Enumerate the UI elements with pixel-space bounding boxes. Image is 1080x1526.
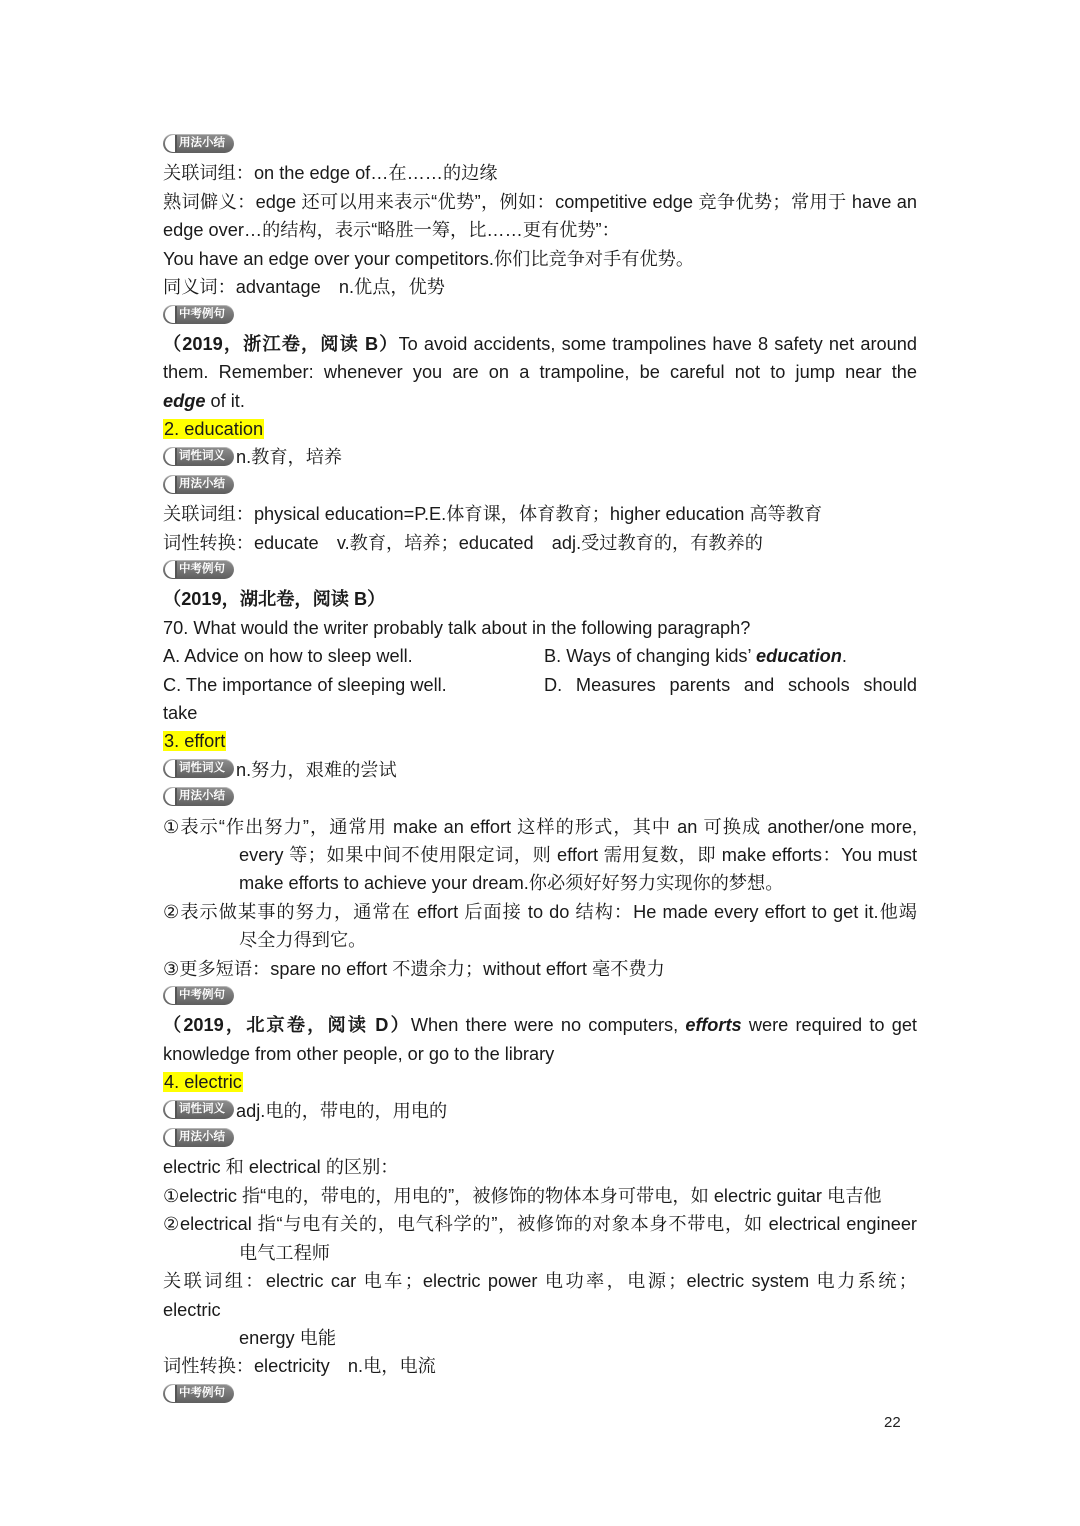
- option-a: A. Advice on how to sleep well.: [163, 646, 413, 667]
- page-content: [163, 131, 917, 1409]
- option-b: B. Ways of changing kids’ education.: [544, 646, 847, 667]
- usage-summary-row: [163, 1125, 917, 1153]
- keyword-emphasis: edge: [163, 390, 206, 411]
- text-line: ③更多短语：spare no effort 不遗余力；without effort 毫不费力: [163, 958, 665, 979]
- usage-summary-row: [163, 784, 917, 812]
- question-line: 70. What would the writer probably talk about in the following paragraph?: [163, 617, 751, 638]
- text-line: 关联词组：physical education=P.E.体育课，体育教育；higher education 高等教育: [163, 504, 823, 525]
- text-line: ②electrical 指“与电有关的，电气科学的”，被修饰的对象本身不带电，如 electrical engineer: [163, 1214, 917, 1235]
- text-line: 词性转换：educate v.教育，培养；educated adj.受过教育的，有教养的: [163, 532, 763, 553]
- exam-example-row: [163, 983, 917, 1011]
- page-number: 22: [884, 1414, 901, 1431]
- pos-meaning-row: [163, 443, 917, 471]
- example-source: （2019，北京卷，阅读 D）: [163, 1015, 411, 1036]
- example-text: To avoid accidents, some trampolines have 8 safety net around: [398, 333, 917, 354]
- exam-example-badge: 中考例句: [163, 1384, 234, 1403]
- example-source: （2019，浙江卷，阅读 B）: [163, 333, 399, 354]
- word-heading-row: [163, 727, 917, 755]
- text-line: ①表示“作出努力”，通常用 make an effort 这样的形式，其中 an 可换成 another/one more,: [163, 816, 917, 837]
- options-row: [163, 671, 917, 699]
- text-line: 关联词组：electric car 电车；electric power 电功率，电源；electric system 电力系统；electric: [163, 1271, 917, 1320]
- exam-example-row: [163, 301, 917, 329]
- text-line: 电气工程师: [239, 1242, 330, 1263]
- usage-summary-badge: 用法小结: [163, 1128, 234, 1147]
- pos-meaning-badge: 词性词义: [163, 759, 234, 778]
- text-line: 尽全力得到它。: [239, 930, 367, 951]
- pos-meaning-text: n.努力，艰难的尝试: [236, 759, 397, 780]
- usage-summary-badge: 用法小结: [163, 475, 234, 494]
- example-text: of it.: [205, 390, 245, 411]
- pos-meaning-badge: 词性词义: [163, 447, 234, 466]
- exam-example-badge: 中考例句: [163, 560, 234, 579]
- example-line: （2019，北京卷，阅读 D）When there were no computers, efforts were required to get: [163, 1015, 917, 1036]
- text-line: edge over…的结构，表示“略胜一筹，比……更有优势”：: [163, 220, 620, 241]
- pos-meaning-row: [163, 756, 917, 784]
- word-heading-row: [163, 415, 917, 443]
- option-c: C. The importance of sleeping well.: [163, 674, 447, 695]
- exam-example-badge: 中考例句: [163, 986, 234, 1005]
- keyword-emphasis: efforts: [685, 1015, 742, 1036]
- pos-meaning-badge: 词性词义: [163, 1100, 234, 1119]
- exam-example-row: [163, 557, 917, 585]
- usage-summary-row: [163, 131, 917, 159]
- text-line: make efforts to achieve your dream.你必须好好努力实现你的梦想。: [239, 873, 784, 894]
- pos-meaning-text: adj.电的，带电的，用电的: [236, 1100, 448, 1121]
- text-line: ②表示做某事的努力，通常在 effort 后面接 to do 结构：He made every effort to get it.他竭: [163, 901, 917, 922]
- word-heading: 3. effort: [164, 731, 226, 752]
- text-line: electric 和 electrical 的区别：: [163, 1157, 399, 1178]
- example-line: [163, 387, 917, 415]
- pos-meaning-row: [163, 1097, 917, 1125]
- word-heading-row: [163, 1068, 917, 1096]
- example-line: them. Remember: whenever you are on a trampoline, be careful not to jump near the: [163, 362, 917, 383]
- option-d-continuation: take: [163, 703, 198, 724]
- example-line: [163, 330, 917, 358]
- exam-example-row: [163, 1381, 917, 1409]
- keyword-emphasis: education: [755, 646, 842, 667]
- example-line: knowledge from other people, or go to the library: [163, 1043, 555, 1064]
- text-line: 关联词组：on the edge of…在……的边缘: [163, 163, 498, 184]
- exam-example-badge: 中考例句: [163, 305, 234, 324]
- text-line: every 等；如果中间不使用限定词，则 effort 需用复数，即 make efforts：You must: [239, 845, 917, 866]
- text-line: You have an edge over your competitors.你们比竞争对手有优势。: [163, 248, 695, 269]
- usage-summary-badge: 用法小结: [163, 787, 234, 806]
- text-line: 同义词：advantage n.优点，优势: [163, 277, 445, 298]
- option-d: D. Measures parents and schools should: [544, 674, 917, 695]
- text-line: 熟词僻义：edge 还可以用来表示“优势”，例如：competitive edge 竞争优势；常用于 have an: [163, 191, 917, 212]
- options-row: [163, 642, 917, 670]
- text-line: ①electric 指“电的，带电的，用电的”，被修饰的物体本身可带电，如 electric guitar 电吉他: [163, 1185, 882, 1206]
- usage-summary-badge: 用法小结: [163, 134, 234, 153]
- text-line: 词性转换：electricity n.电，电流: [163, 1356, 436, 1377]
- word-heading: 2. education: [164, 419, 264, 440]
- usage-summary-row: [163, 472, 917, 500]
- example-source: （2019，湖北卷，阅读 B）: [163, 589, 386, 610]
- word-heading: 4. electric: [164, 1072, 242, 1093]
- text-line: energy 电能: [239, 1327, 337, 1348]
- pos-meaning-text: n.教育，培养: [236, 447, 343, 468]
